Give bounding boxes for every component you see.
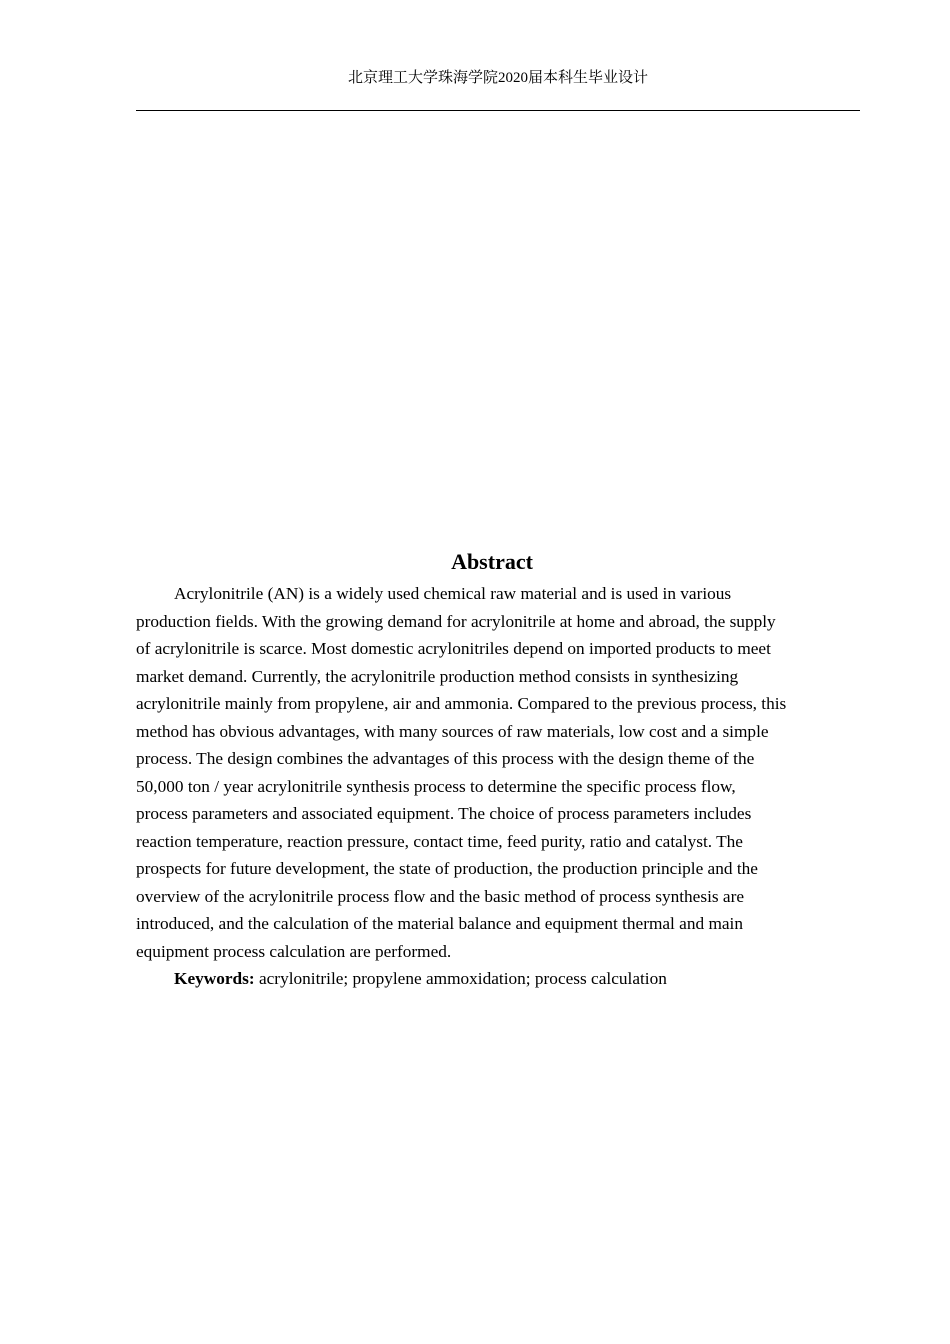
abstract-line: Acrylonitrile (AN) is a widely used chemical raw material and is used in various (174, 584, 732, 603)
abstract-line: of acrylonitrile is scarce. Most domestic acrylonitriles depend on imported products to meet (136, 639, 771, 658)
abstract-line: introduced, and the calculation of the material balance and equipment thermal and main (136, 914, 744, 933)
keywords-text: acrylonitrile; propylene ammoxidation; process calculation (258, 969, 667, 988)
abstract-line: 50,000 ton / year acrylonitrile synthesis process to determine the specific process flow, (136, 776, 736, 796)
abstract-line: overview of the acrylonitrile process flow and the basic method of process synthesis are (136, 886, 745, 906)
header-rule (136, 110, 860, 111)
abstract-line: market demand. Currently, the acrylonitrile production method consists in synthesizing (136, 666, 739, 686)
abstract-body (136, 580, 860, 965)
keywords-label: Keywords: (174, 969, 255, 988)
abstract-line: production fields. With the growing demand for acrylonitrile at home and abroad, the supply (136, 611, 776, 631)
abstract-line: prospects for future development, the state of production, the production principle and the (136, 859, 758, 878)
abstract-line: process parameters and associated equipment. The choice of process parameters includes (136, 804, 752, 823)
page-header: 北京理工大学珠海学院2020届本科生毕业设计 (347, 70, 648, 86)
abstract-line: reaction temperature, reaction pressure, contact time, feed purity, ratio and catalyst. The (136, 831, 743, 851)
abstract-line: equipment process calculation are performed. (136, 941, 452, 961)
abstract-title: Abstract (451, 549, 533, 574)
keywords (174, 965, 667, 993)
abstract-line: acrylonitrile mainly from propylene, air and ammonia. Compared to the previous process, this (136, 694, 787, 713)
abstract-line: method has obvious advantages, with many sources of raw materials, low cost and a simple (136, 721, 769, 741)
abstract-line: process. The design combines the advantages of this process with the design theme of the (136, 749, 755, 768)
